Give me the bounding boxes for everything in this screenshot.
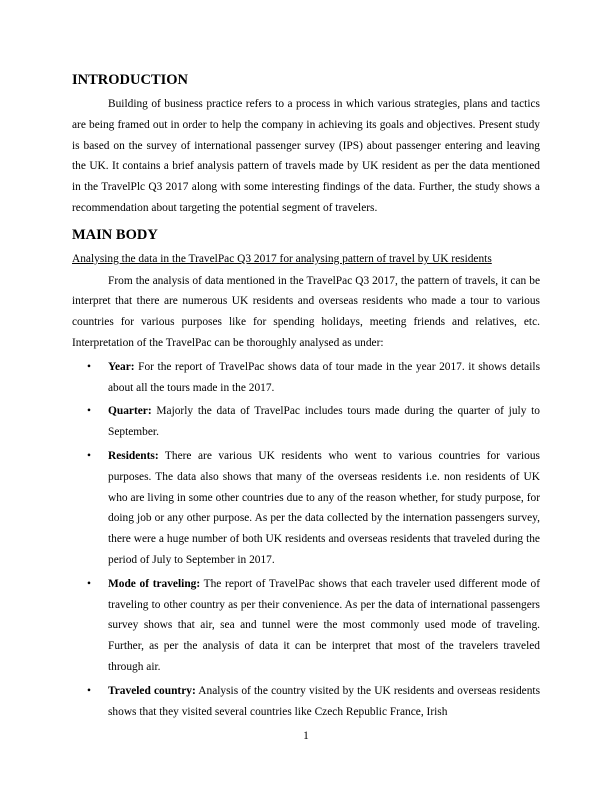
list-item-term: Residents: [108, 449, 159, 462]
introduction-heading: INTRODUCTION [72, 72, 189, 88]
list-item-text: For the report of TravelPac shows data of tour made in the year 2017. it shows details about all the tours made in the 2017. [108, 360, 540, 394]
introduction-paragraph: Building of business practice refers to a process in which various strategies, plans and tactics are being framed out in order to help the company in achieving its goals and objectives. Present study is based on the survey of international passenger survey (IPS) about passenger entering and leaving the UK. It contains a brief analysis pattern of travels made by UK resident as per the data mentioned in the TravelPlc Q3 2017 along with some interesting findings of the data. Further, the study shows a recommendation about targeting the potential segment of travelers. [72, 98, 540, 214]
list-item-term: Quarter: [108, 405, 152, 418]
analysis-paragraph: From the analysis of data mentioned in the TravelPac Q3 2017, the pattern of travels, it can be interpret that there are numerous UK residents and overseas residents who made a tour to various countries for various purposes like for spending holidays, meeting friends and relatives, etc. Interpretation of the TravelPac can be thoroughly analysed as under: [72, 274, 540, 349]
bullet-icon: • [87, 577, 91, 590]
list-item-text: Analysis of the country visited by the UK residents and overseas residents shows that they visited several countries like Czech Republic France, Irish [108, 684, 540, 718]
bullet-icon: • [87, 360, 91, 373]
bullet-icon: • [87, 405, 91, 418]
page-content [72, 70, 540, 722]
bullet-icon: • [87, 684, 91, 697]
bullet-icon: • [87, 449, 91, 462]
list-item-mode-of-traveling [72, 574, 540, 678]
list-item-text: The report of TravelPac shows that each traveler used different mode of traveling to other country as per their convenience. As per the data of international passengers survey shows that air, sea and tunnel were the most commonly used mode of traveling. Further, as per the analysis of data it can be interpret that most of the travelers traveled through air. [108, 577, 540, 673]
list-item-term: Year: [108, 360, 135, 373]
list-item-residents [72, 446, 540, 571]
list-item-quarter [72, 401, 540, 443]
list-item-year [72, 357, 540, 399]
page-number: 1 [303, 730, 309, 742]
list-item-term: Traveled country: [108, 684, 196, 697]
main-body-heading: MAIN BODY [72, 226, 158, 243]
analysis-subheading: Analysing the data in the TravelPac Q3 2017 for analysing pattern of travel by UK residents [72, 252, 492, 265]
list-item-traveled-country [72, 681, 540, 723]
list-item-term: Mode of traveling: [108, 577, 201, 590]
list-item-text: There are various UK residents who went to various countries for various purposes. The data also shows that many of the overseas residents i.e. non residents of UK who are living in some other countries due to any of the reason whether, for study purpose, for doing job or any other purpose. As per the data collected by the internation passengers survey, there were a huge number of both UK residents and overseas residents that traveled during the period of July to September in 2017. [108, 449, 540, 566]
findings-list [72, 357, 540, 723]
list-item-text: Majorly the data of TravelPac includes tours made during the quarter of july to September. [108, 405, 540, 439]
